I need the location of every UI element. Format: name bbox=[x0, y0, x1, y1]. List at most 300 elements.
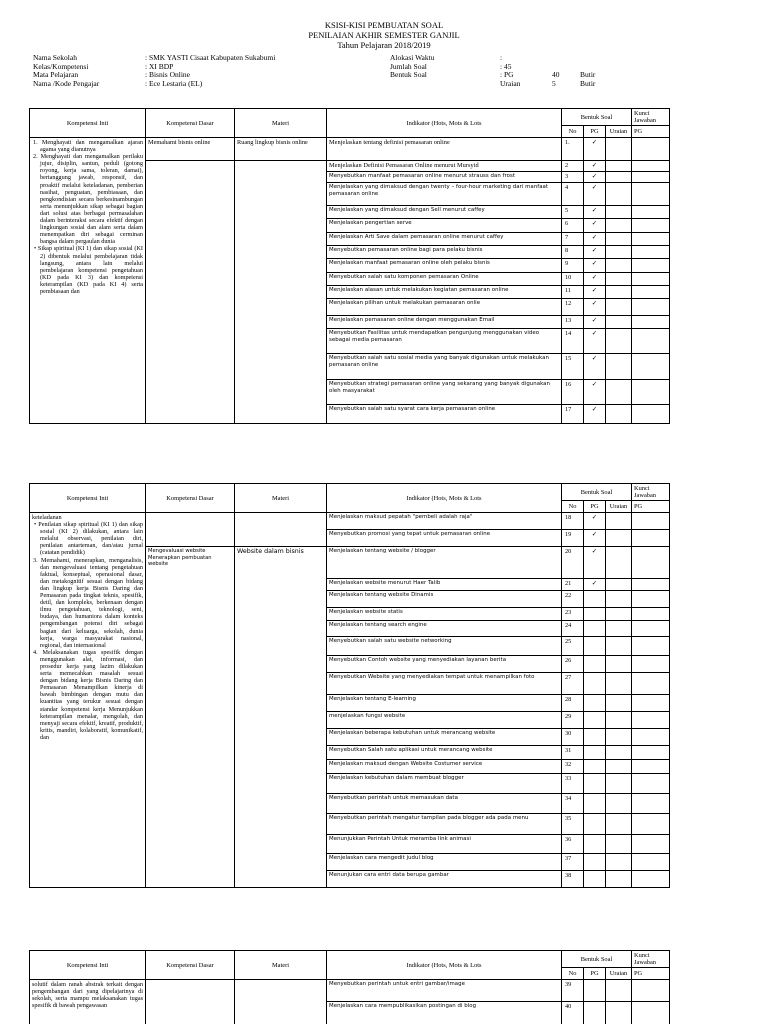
soal-number: 12 bbox=[562, 299, 584, 315]
header-kompetensi-inti: Kompetensi Inti bbox=[30, 109, 146, 138]
kunci-cell bbox=[632, 656, 670, 673]
header-kunci-jawaban: Kunci Jawaban bbox=[632, 109, 670, 126]
indikator-cell: Menjelaskan tentang website Dinamis bbox=[327, 591, 562, 608]
uraian-cell bbox=[606, 579, 632, 591]
header-materi: Materi bbox=[235, 951, 327, 980]
indikator-cell: Menjelaskan pemasaran online dengan menggunakan Email bbox=[327, 315, 562, 328]
soal-number: 29 bbox=[562, 712, 584, 729]
indikator-cell: Menyebutkan salah satu website networking bbox=[327, 637, 562, 656]
kunci-cell bbox=[632, 760, 670, 774]
soal-number: 8 bbox=[562, 245, 584, 258]
indikator-cell: Menyebutkan salah satu syarat cara kerja pemasaran online bbox=[327, 405, 562, 424]
indikator-cell: Menjelaskan pilihan untuk melakukan pemasaran onlie bbox=[327, 299, 562, 315]
header-no: No bbox=[562, 968, 584, 980]
kisi-table-3 bbox=[29, 950, 670, 1024]
soal-number: 31 bbox=[562, 746, 584, 760]
soal-number: 3 bbox=[562, 171, 584, 182]
indikator-cell: Menunjukkan Perintah Untuk meramba link animasi bbox=[327, 835, 562, 854]
indikator-cell: Menjelaskan maksud pepatah "pembeli adalah raja" bbox=[327, 513, 562, 530]
header-pg: PG bbox=[584, 126, 606, 138]
uraian-cell bbox=[606, 353, 632, 379]
kunci-cell bbox=[632, 379, 670, 405]
indikator-cell: Menyebutkan promosi yang tepat untuk pemasaran online bbox=[327, 530, 562, 547]
check-icon: ✓ bbox=[591, 184, 598, 192]
uraian-cell bbox=[606, 138, 632, 161]
uraian-cell bbox=[606, 794, 632, 814]
table-1-body bbox=[30, 138, 670, 424]
pg-check-cell bbox=[584, 673, 606, 695]
meta-right bbox=[390, 54, 595, 88]
uraian-cell bbox=[606, 171, 632, 182]
check-icon: ✓ bbox=[591, 161, 598, 169]
kompetensi-inti-item: 4. Melaksanakan tugas spesifik dengan menggunakan alat, informasi, dan prosedur kerja yang lazim dilakukan serta memecahkan masalah sesuai dengan bidang kerja Bisnis Daring dan Pemasaran Menampilkan kinerja di bawah bimbingan dengan mutu dan kuantitas yang terukur sesuai dengan standar kompetensi kerja Menunjukkan keterampilan menalar, mengolah, dan menyaji secara efektif, kreatif, produktif, kritis, mandiri, kolaboratif, komunikatif, dan bbox=[33, 648, 143, 741]
uraian-cell bbox=[606, 712, 632, 729]
kisi-table-2 bbox=[29, 483, 670, 888]
meta-label: Nama Sekolah bbox=[33, 53, 77, 62]
indikator-cell: Menyebutkan Website yang menyediakan tempat untuk menampilkan foto bbox=[327, 673, 562, 695]
check-icon: ✓ bbox=[591, 287, 598, 295]
meta-row bbox=[390, 71, 595, 80]
pg-check-cell bbox=[584, 579, 606, 591]
meta-value: : SMK YASTI Cisaat Kabupaten Sukabumi bbox=[145, 53, 276, 62]
pg-check-cell bbox=[584, 272, 606, 285]
kunci-cell bbox=[632, 695, 670, 712]
uraian-cell bbox=[606, 854, 632, 871]
meta-left bbox=[33, 54, 275, 88]
soal-number: 13 bbox=[562, 315, 584, 328]
materi-cell bbox=[235, 513, 327, 547]
meta-label: Bentuk Soal bbox=[390, 70, 427, 80]
header-bentuk-soal: Bentuk Soal bbox=[562, 484, 632, 501]
uraian-cell bbox=[606, 379, 632, 405]
pg-check-cell bbox=[584, 637, 606, 656]
kunci-cell bbox=[632, 980, 670, 1002]
pg-check-cell bbox=[584, 547, 606, 579]
header-no: No bbox=[562, 501, 584, 513]
table-row bbox=[30, 138, 670, 161]
uraian-cell bbox=[606, 835, 632, 854]
soal-number: 17 bbox=[562, 405, 584, 424]
soal-number: 6 bbox=[562, 219, 584, 232]
soal-number: 26 bbox=[562, 656, 584, 673]
kompetensi-dasar-cell bbox=[146, 160, 235, 423]
soal-number: 30 bbox=[562, 729, 584, 746]
uraian-cell bbox=[606, 259, 632, 272]
kunci-cell bbox=[632, 621, 670, 637]
soal-number: 2 bbox=[562, 160, 584, 171]
check-icon: ✓ bbox=[591, 172, 598, 180]
kunci-cell bbox=[632, 286, 670, 299]
indikator-cell: Menjelaskan Definisi Pemasaran Online menurut Mursyid bbox=[327, 160, 562, 171]
table-3-body bbox=[30, 980, 670, 1024]
soal-number: 38 bbox=[562, 871, 584, 888]
table-row bbox=[30, 513, 670, 530]
kunci-cell bbox=[632, 329, 670, 354]
check-icon: ✓ bbox=[591, 316, 598, 324]
pg-check-cell bbox=[584, 871, 606, 888]
soal-number: 40 bbox=[562, 1002, 584, 1024]
pg-check-cell bbox=[584, 329, 606, 354]
soal-number: 9 bbox=[562, 259, 584, 272]
soal-number: 10 bbox=[562, 272, 584, 285]
header-kompetensi-dasar: Kompetensi Dasar bbox=[146, 484, 235, 513]
uraian-cell bbox=[606, 232, 632, 245]
pg-check-cell bbox=[584, 171, 606, 182]
kunci-cell bbox=[632, 814, 670, 835]
check-icon: ✓ bbox=[591, 233, 598, 241]
indikator-cell: Menjelaskan manfaat pemasaran online oleh pelaku bisnis bbox=[327, 259, 562, 272]
check-icon: ✓ bbox=[591, 206, 598, 214]
soal-number: 14 bbox=[562, 329, 584, 354]
indikator-cell: Menunjukan cara entri data berupa gambar bbox=[327, 871, 562, 888]
check-icon: ✓ bbox=[591, 514, 598, 521]
meta-row bbox=[390, 80, 595, 89]
indikator-cell: Menjelaskan pengertian serve bbox=[327, 219, 562, 232]
meta-unit: Butir bbox=[580, 70, 596, 80]
table-row bbox=[30, 980, 670, 1002]
table-2-body bbox=[30, 513, 670, 888]
uraian-cell bbox=[606, 299, 632, 315]
pg-check-cell bbox=[584, 160, 606, 171]
kompetensi-dasar-cell bbox=[146, 980, 235, 1024]
header-kompetensi-dasar: Kompetensi Dasar bbox=[146, 951, 235, 980]
pg-check-cell bbox=[584, 774, 606, 794]
kunci-cell bbox=[632, 405, 670, 424]
kunci-cell bbox=[632, 513, 670, 530]
uraian-cell bbox=[606, 205, 632, 218]
pg-check-cell bbox=[584, 1002, 606, 1024]
uraian-cell bbox=[606, 871, 632, 888]
indikator-cell: Menjelaskan maksud dengan Website Costumer service bbox=[327, 760, 562, 774]
header-uraian: Uraian bbox=[606, 968, 632, 980]
check-icon: ✓ bbox=[591, 548, 598, 555]
materi-cell bbox=[235, 160, 327, 423]
kompetensi-dasar-cell: Mengevaluasi website Menerapkan pembuatan website bbox=[146, 547, 235, 888]
kompetensi-inti-item: 1. Menghayati dan mengamalkan ajaran agama yang dianutnya bbox=[33, 139, 143, 154]
kompetensi-inti-item: keteladanan bbox=[32, 514, 62, 521]
pg-check-cell bbox=[584, 315, 606, 328]
uraian-cell bbox=[606, 513, 632, 530]
kunci-cell bbox=[632, 245, 670, 258]
meta-label: Mata Pelajaran bbox=[33, 70, 79, 80]
uraian-cell bbox=[606, 814, 632, 835]
indikator-cell: Menyebutkan Fasilitas untuk mendapatkan pengunjung menggunakan video sebagai media pemasaran bbox=[327, 329, 562, 354]
uraian-cell bbox=[606, 656, 632, 673]
soal-number: 18 bbox=[562, 513, 584, 530]
indikator-cell: Menyebutkan perintah mengatur tampilan pada blogger ada pada menu bbox=[327, 814, 562, 835]
uraian-cell bbox=[606, 286, 632, 299]
kunci-cell bbox=[632, 1002, 670, 1024]
kompetensi-inti-item: solutif dalam ranah abstrak terkait dengan pengembangan dari yang dipelajarinya di sekolah, serta mampu melaksanakan tugas spesifik di bawah pengawasan bbox=[32, 981, 143, 1010]
kompetensi-inti-cell bbox=[30, 513, 146, 888]
uraian-cell bbox=[606, 695, 632, 712]
pg-check-cell bbox=[584, 353, 606, 379]
meta-value: : Bisnis Online bbox=[145, 70, 191, 80]
soal-number: 22 bbox=[562, 591, 584, 608]
pg-check-cell bbox=[584, 286, 606, 299]
header-pg: PG bbox=[584, 968, 606, 980]
indikator-cell: Menyebutkan pemasaran online bagi para pelaku bisnis bbox=[327, 245, 562, 258]
meta-value: Uraian bbox=[500, 78, 521, 88]
indikator-cell: Menjelaskan yang dimaksud dengan Sell menurut caffey bbox=[327, 205, 562, 218]
uraian-cell bbox=[606, 547, 632, 579]
kunci-cell bbox=[632, 353, 670, 379]
indikator-cell: menjelaskan fungsi website bbox=[327, 712, 562, 729]
kompetensi-dasar-cell: Memahami bisnis online bbox=[146, 138, 235, 161]
pg-check-cell bbox=[584, 746, 606, 760]
header-materi: Materi bbox=[235, 109, 327, 138]
kunci-cell bbox=[632, 171, 670, 182]
pg-check-cell bbox=[584, 608, 606, 621]
materi-cell bbox=[235, 980, 327, 1024]
pg-check-cell bbox=[584, 621, 606, 637]
pg-check-cell bbox=[584, 245, 606, 258]
kunci-cell bbox=[632, 794, 670, 814]
header-kunci-pg: PG bbox=[632, 968, 670, 980]
kunci-cell bbox=[632, 219, 670, 232]
pg-check-cell bbox=[584, 299, 606, 315]
uraian-cell bbox=[606, 729, 632, 746]
pg-check-cell bbox=[584, 760, 606, 774]
meta-label: Jumlah Soal bbox=[390, 61, 427, 71]
uraian-cell bbox=[606, 760, 632, 774]
kunci-cell bbox=[632, 205, 670, 218]
header-indikator: Indikator (Hots, Mots & Lots bbox=[327, 484, 562, 513]
indikator-cell: Menjelaskan cara mempublikasikan postingan di blog bbox=[327, 1002, 562, 1024]
pg-check-cell bbox=[584, 835, 606, 854]
kompetensi-inti-item: • Sikap spiritual (KI 1) dan sikap sosial (KI 2) dibentuk melalui pembelajaran tidak langsung, antara lain melalui pembelajaran kompetensi pengetahuan (KD pada KI 3) dan kompetensi keterampilan (KD pada KI 4) serta pembiasaan dan bbox=[34, 245, 143, 295]
kompetensi-inti-item: • Penilaian sikap spiritual (KI 1) dan sikap sosial (KI 2) dilakukan, antara lain melalui observasi, penilaian diri, penilaian antarteman, dan/atau jurnal (catatan pendidik) bbox=[34, 521, 143, 557]
soal-number: 34 bbox=[562, 794, 584, 814]
kisi-table-1 bbox=[29, 108, 670, 424]
meta-unit: Butir bbox=[580, 78, 596, 88]
title-line-1: KSISI-KISI PEMBUATAN SOAL bbox=[324, 20, 444, 30]
kunci-cell bbox=[632, 299, 670, 315]
indikator-cell: Menyebutkan Contoh website yang menyediakan layanan berita bbox=[327, 656, 562, 673]
soal-number: 33 bbox=[562, 774, 584, 794]
meta-count: 5 bbox=[552, 78, 556, 88]
header-pg: PG bbox=[584, 501, 606, 513]
kunci-cell bbox=[632, 835, 670, 854]
soal-number: 27 bbox=[562, 673, 584, 695]
indikator-cell: Menyebutkan strategi pemasaran online yang sekarang yang banyak digunakan oleh masyarakat bbox=[327, 379, 562, 405]
header-materi: Materi bbox=[235, 484, 327, 513]
header-uraian: Uraian bbox=[606, 126, 632, 138]
soal-number: 35 bbox=[562, 814, 584, 835]
meta-value: : XI BDP bbox=[145, 61, 174, 71]
uraian-cell bbox=[606, 591, 632, 608]
indikator-cell: Menyebutkan perintah untuk entri gambar/image bbox=[327, 980, 562, 1002]
indikator-cell: Menjelaskan website menurut Haer Talib bbox=[327, 579, 562, 591]
pg-check-cell bbox=[584, 205, 606, 218]
pg-check-cell bbox=[584, 138, 606, 161]
check-icon: ✓ bbox=[591, 220, 598, 228]
kompetensi-inti-cell bbox=[30, 138, 146, 424]
indikator-cell: Menjelaskan kebutuhan dalam membuat blogger bbox=[327, 774, 562, 794]
kunci-cell bbox=[632, 729, 670, 746]
title-line-3: Tahun Pelajaran 2018/2019 bbox=[337, 40, 431, 50]
soal-number: 39 bbox=[562, 980, 584, 1002]
meta-value: : bbox=[500, 53, 503, 62]
meta-value: : Ece Lestaria (EL) bbox=[145, 78, 203, 88]
uraian-cell bbox=[606, 746, 632, 760]
pg-check-cell bbox=[584, 712, 606, 729]
kunci-cell bbox=[632, 183, 670, 206]
kunci-cell bbox=[632, 871, 670, 888]
kunci-cell bbox=[632, 637, 670, 656]
header-kunci-jawaban: Kunci Jawaban bbox=[632, 484, 670, 501]
meta-label: Alokasi Waktu bbox=[390, 53, 435, 62]
pg-check-cell bbox=[584, 591, 606, 608]
uraian-cell bbox=[606, 315, 632, 328]
soal-number: 21 bbox=[562, 579, 584, 591]
uraian-cell bbox=[606, 608, 632, 621]
check-icon: ✓ bbox=[591, 531, 598, 538]
header-kunci-jawaban: Kunci Jawaban bbox=[632, 951, 670, 968]
soal-number: 15 bbox=[562, 353, 584, 379]
kunci-cell bbox=[632, 160, 670, 171]
header-kompetensi-inti: Kompetensi Inti bbox=[30, 484, 146, 513]
uraian-cell bbox=[606, 160, 632, 171]
soal-number: 37 bbox=[562, 854, 584, 871]
uraian-cell bbox=[606, 405, 632, 424]
pg-check-cell bbox=[584, 656, 606, 673]
pg-check-cell bbox=[584, 232, 606, 245]
soal-number: 5 bbox=[562, 205, 584, 218]
kompetensi-dasar-cell bbox=[146, 513, 235, 547]
indikator-cell: Menjelaskan yang dimaksud dengan twenty – four-hour marketing dari manfaat pemasaran online bbox=[327, 183, 562, 206]
indikator-cell: Menjelaskan tentang website / blogger bbox=[327, 547, 562, 579]
check-icon: ✓ bbox=[591, 580, 598, 587]
pg-check-cell bbox=[584, 513, 606, 530]
header-no: No bbox=[562, 126, 584, 138]
check-icon: ✓ bbox=[591, 273, 598, 281]
meta-value: : PG bbox=[500, 70, 514, 80]
soal-number: 20 bbox=[562, 547, 584, 579]
pg-check-cell bbox=[584, 379, 606, 405]
meta-row bbox=[33, 80, 275, 89]
kunci-cell bbox=[632, 547, 670, 579]
uraian-cell bbox=[606, 774, 632, 794]
pg-check-cell bbox=[584, 814, 606, 835]
indikator-cell: Menyebutkan salah satu komponen pemasaran Online bbox=[327, 272, 562, 285]
kunci-cell bbox=[632, 673, 670, 695]
kunci-cell bbox=[632, 272, 670, 285]
header-kunci-pg: PG bbox=[632, 501, 670, 513]
uraian-cell bbox=[606, 637, 632, 656]
uraian-cell bbox=[606, 1002, 632, 1024]
header-uraian: Uraian bbox=[606, 501, 632, 513]
meta-value: : 45 bbox=[500, 61, 512, 71]
title-line-2: PENILAIAN AKHIR SEMESTER GANJIL bbox=[308, 30, 460, 40]
uraian-cell bbox=[606, 530, 632, 547]
materi-cell: Website dalam bisnis bbox=[235, 547, 327, 888]
kunci-cell bbox=[632, 315, 670, 328]
materi-cell: Ruang lingkup bisnis online bbox=[235, 138, 327, 161]
check-icon: ✓ bbox=[591, 139, 598, 146]
pg-check-cell bbox=[584, 729, 606, 746]
meta-label: Kelas/Kompetensi bbox=[33, 61, 89, 71]
soal-number: 19 bbox=[562, 530, 584, 547]
uraian-cell bbox=[606, 329, 632, 354]
kunci-cell bbox=[632, 530, 670, 547]
header-kompetensi-inti: Kompetensi Inti bbox=[30, 951, 146, 980]
indikator-cell: Menyebutkan salah satu sosial media yang banyak digunakan untuk melakukan pemasaran online bbox=[327, 353, 562, 379]
indikator-cell: Menjelaskan beberapa kebutuhan untuk merancang website bbox=[327, 729, 562, 746]
soal-number: 23 bbox=[562, 608, 584, 621]
soal-number: 16 bbox=[562, 379, 584, 405]
meta-label: Nama /Kode Pengajar bbox=[33, 78, 100, 88]
header-bentuk-soal: Bentuk Soal bbox=[562, 109, 632, 126]
soal-number: 1. bbox=[562, 138, 584, 161]
indikator-cell: Menjelaskan alasan untuk melakukan kegiatan pemasaran online bbox=[327, 286, 562, 299]
meta-count: 40 bbox=[552, 70, 560, 80]
kunci-cell bbox=[632, 232, 670, 245]
kunci-cell bbox=[632, 138, 670, 161]
soal-number: 11 bbox=[562, 286, 584, 299]
kunci-cell bbox=[632, 746, 670, 760]
kunci-cell bbox=[632, 259, 670, 272]
doc-title bbox=[0, 20, 768, 50]
soal-number: 25 bbox=[562, 637, 584, 656]
uraian-cell bbox=[606, 245, 632, 258]
soal-number: 24 bbox=[562, 621, 584, 637]
indikator-cell: Menjelaskan tentang E-learning bbox=[327, 695, 562, 712]
header-kunci-pg: PG bbox=[632, 126, 670, 138]
uraian-cell bbox=[606, 219, 632, 232]
uraian-cell bbox=[606, 980, 632, 1002]
pg-check-cell bbox=[584, 405, 606, 424]
pg-check-cell bbox=[584, 259, 606, 272]
indikator-cell: Menyebutkan perintah untuk memasukan data bbox=[327, 794, 562, 814]
uraian-cell bbox=[606, 621, 632, 637]
indikator-cell: Menjelaskan tentang definisi pemasaran online bbox=[327, 138, 562, 161]
header-indikator: Indikator (Hots, Mots & Lots bbox=[327, 109, 562, 138]
kunci-cell bbox=[632, 608, 670, 621]
pg-check-cell bbox=[584, 854, 606, 871]
header-kompetensi-dasar: Kompetensi Dasar bbox=[146, 109, 235, 138]
header-indikator: Indikator (Hots, Mots & Lots bbox=[327, 951, 562, 980]
uraian-cell bbox=[606, 183, 632, 206]
indikator-cell: Menyebutkan manfaat pemasaran online menurut strauss dan frost bbox=[327, 171, 562, 182]
kunci-cell bbox=[632, 591, 670, 608]
soal-number: 4 bbox=[562, 183, 584, 206]
indikator-cell: Menjelaskan tentang search engine bbox=[327, 621, 562, 637]
uraian-cell bbox=[606, 272, 632, 285]
check-icon: ✓ bbox=[591, 300, 598, 308]
pg-check-cell bbox=[584, 695, 606, 712]
check-icon: ✓ bbox=[591, 354, 598, 362]
indikator-cell: Menjelaskan website statis bbox=[327, 608, 562, 621]
kompetensi-inti-item: 2. Menghayati dan mengamalkan perilaku jujur, disiplin, santun, peduli (gotong royong, kerja sama, toleran, damai), bertanggung jawab, responsif, dan proaktif melalui keteladanan, pemberian nasihat, penguatan, pembiasaan, dan pengkondisian secara berkesinambungan serta menunjukkan sikap sebagai bagian dari solusi atas berbagai permasalahan dalam berinteraksi secara efektif dengan lingkungan sosial dan alam serta dalam menempatkan diri sebagai cerminan bangsa dalam pergaulan dunia bbox=[33, 153, 143, 246]
header-bentuk-soal: Bentuk Soal bbox=[562, 951, 632, 968]
kunci-cell bbox=[632, 712, 670, 729]
check-icon: ✓ bbox=[591, 260, 598, 268]
indikator-cell: Menjelaskan Arti Save dalam pemasaran online menurut caffey bbox=[327, 232, 562, 245]
pg-check-cell bbox=[584, 219, 606, 232]
indikator-cell: Menyebutkan Salah satu aplikasi untuk merancang website bbox=[327, 746, 562, 760]
kompetensi-inti-item: 3. Memahami, menerapkan, menganalisis, dan mengevaluasi tentang pengetahuan faktual, konseptual, operasional dasar, dan metakognitif sesuai dengan bidang dan lingkup kerja Bisnis Daring dan Pemasaran pada tingkat teknis, spesifik, detil, dan kompleks, berkenaan dengan ilmu pengetahuan, teknologi, seni, budaya, dan humaniora dalam konteks pengembangan potensi diri sebagai bagian dari keluarga, sekolah, dunia kerja, warga masyarakat nasional, regional, dan internasional bbox=[33, 556, 143, 649]
kunci-cell bbox=[632, 774, 670, 794]
check-icon: ✓ bbox=[591, 246, 598, 254]
soal-number: 36 bbox=[562, 835, 584, 854]
pg-check-cell bbox=[584, 530, 606, 547]
soal-number: 7 bbox=[562, 232, 584, 245]
indikator-cell: Menjelaskan cara mengedit judul blog bbox=[327, 854, 562, 871]
check-icon: ✓ bbox=[591, 406, 598, 414]
uraian-cell bbox=[606, 673, 632, 695]
pg-check-cell bbox=[584, 794, 606, 814]
